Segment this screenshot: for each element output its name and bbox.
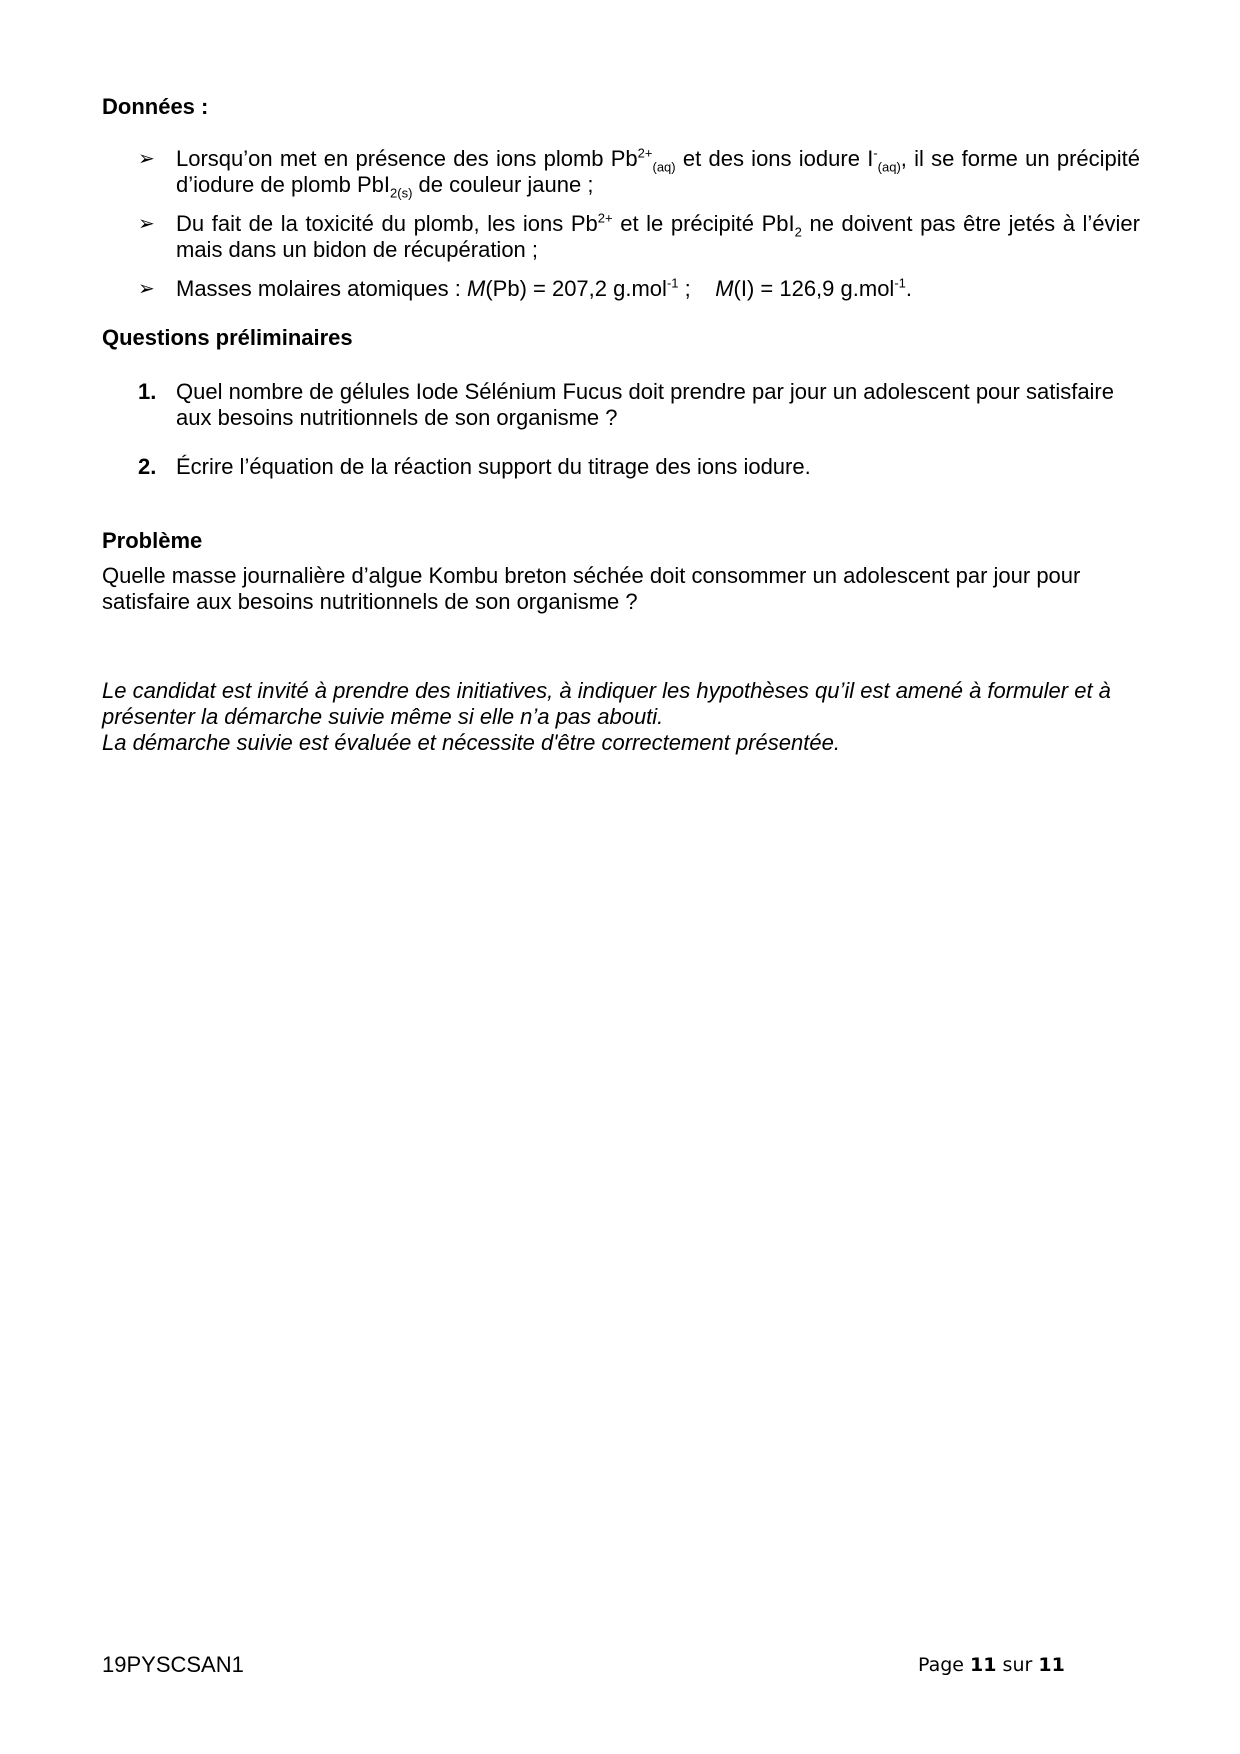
question-text: Écrire l’équation de la réaction support du titrage des ions iodure. xyxy=(176,454,811,479)
list-item: ➢ Masses molaires atomiques : M(Pb) = 207,2 g.mol$^{-1}$ ; M(I) = 126,9 g.mol$^{-1}$. xyxy=(138,275,913,301)
list-item: ➢ Du fait de la toxicité du plomb, les ions $Pb^{2+}$ et le précipité PbI$_2$ ne doivent pas être jetés à l’évier mais dans un bidon de récupération ; xyxy=(138,210,1140,262)
questions-heading: Questions préliminaires xyxy=(102,325,353,350)
question-item xyxy=(102,379,1140,431)
question-number: 1. xyxy=(138,379,157,404)
arrow-bullet-icon: ➢ xyxy=(138,213,155,235)
donnees-heading: Données : xyxy=(102,94,209,119)
footer-code: 19PYSCSAN1 xyxy=(102,1652,244,1677)
list-item: ➢ Lorsqu’on met en présence des ions plomb $Pb^{2+}_{(aq)}$ et des ions iodure $I^-_{(aq)}$, il se forme un précipité d’iodure de plomb PbI$_{2(s)}$ de couleur jaune ; xyxy=(138,145,1141,201)
question-item xyxy=(102,454,1140,480)
footer-page-number: Page 11 sur 11 xyxy=(918,1654,1065,1676)
probleme-heading: Problème xyxy=(102,528,203,553)
consigne-line-2: La démarche suivie est évaluée et nécessite d'être correctement présentée. xyxy=(102,730,840,755)
probleme-text: Quelle masse journalière d’algue Kombu breton séchée doit consommer un adolescent par jour pour satisfaire aux besoins nutritionnels de son organisme ? xyxy=(102,563,1081,614)
question-text: Quel nombre de gélules Iode Sélénium Fucus doit prendre par jour un adolescent pour satisfaire aux besoins nutritionnels de son organisme ? xyxy=(176,379,1114,430)
arrow-bullet-icon: ➢ xyxy=(138,148,155,170)
arrow-bullet-icon: ➢ xyxy=(138,278,155,300)
question-number: 2. xyxy=(138,454,157,479)
consigne-line-1: Le candidat est invité à prendre des initiatives, à indiquer les hypothèses qu’il est amené à formuler et à présenter la démarche suivie même si elle n’a pas abouti. xyxy=(102,678,1111,729)
donnees-list xyxy=(102,146,1140,315)
